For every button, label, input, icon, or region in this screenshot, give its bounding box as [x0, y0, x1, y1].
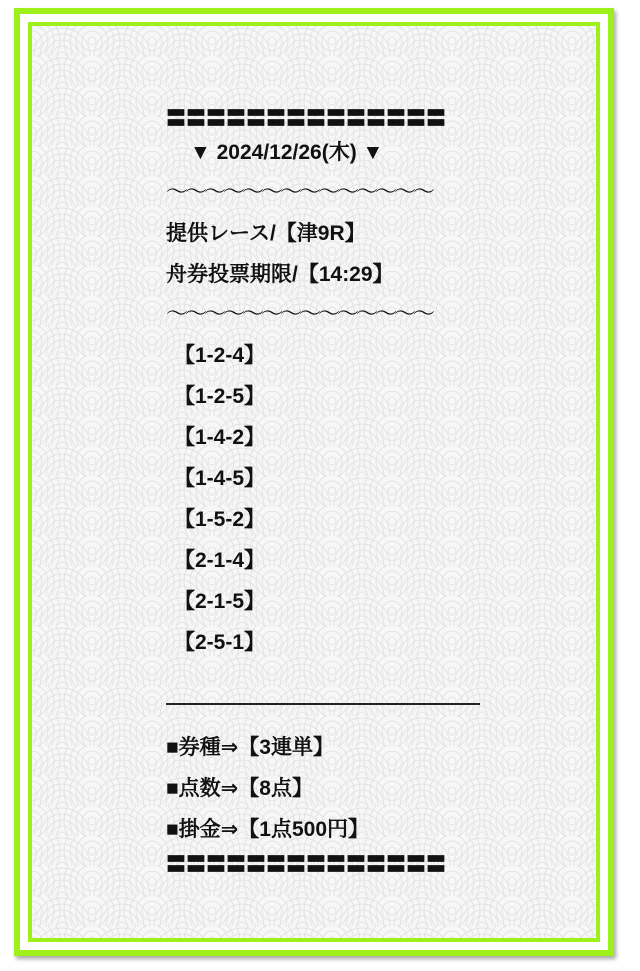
horizontal-rule — [166, 703, 480, 705]
point-count: ■点数⇒【8点】 — [166, 777, 313, 800]
top-divider-bar: 〓〓〓〓〓〓〓〓〓〓〓〓〓〓 — [166, 106, 446, 130]
pick-list — [166, 335, 486, 663]
bet-type: ■券種⇒【3連単】 — [166, 736, 334, 759]
bottom-divider-bar: 〓〓〓〓〓〓〓〓〓〓〓〓〓〓 — [166, 852, 446, 876]
pick-item: 【1-2-4】 — [174, 344, 266, 367]
race-name: 提供レース/【津9R】 — [166, 222, 366, 245]
wave-divider-bottom: 〜〜〜〜〜〜〜〜〜〜〜〜〜〜 — [166, 302, 433, 327]
race-prediction-content — [166, 104, 486, 878]
wave-divider-top: 〜〜〜〜〜〜〜〜〜〜〜〜〜〜 — [166, 180, 433, 205]
pick-item: 【2-1-4】 — [174, 549, 266, 572]
pick-item: 【1-5-2】 — [174, 508, 266, 531]
pick-item: 【2-1-5】 — [174, 590, 266, 613]
stake-amount: ■掛金⇒【1点500円】 — [166, 818, 369, 841]
race-date: ▼ 2024/12/26(木) ▼ — [190, 141, 384, 164]
inner-green-frame — [28, 22, 600, 942]
pick-item: 【1-2-5】 — [174, 385, 266, 408]
betting-deadline: 舟券投票期限/【14:29】 — [166, 263, 394, 286]
pick-item: 【1-4-2】 — [174, 426, 266, 449]
pick-item: 【2-5-1】 — [174, 631, 266, 654]
outer-green-frame — [14, 8, 614, 956]
pick-item: 【1-4-5】 — [174, 467, 266, 490]
